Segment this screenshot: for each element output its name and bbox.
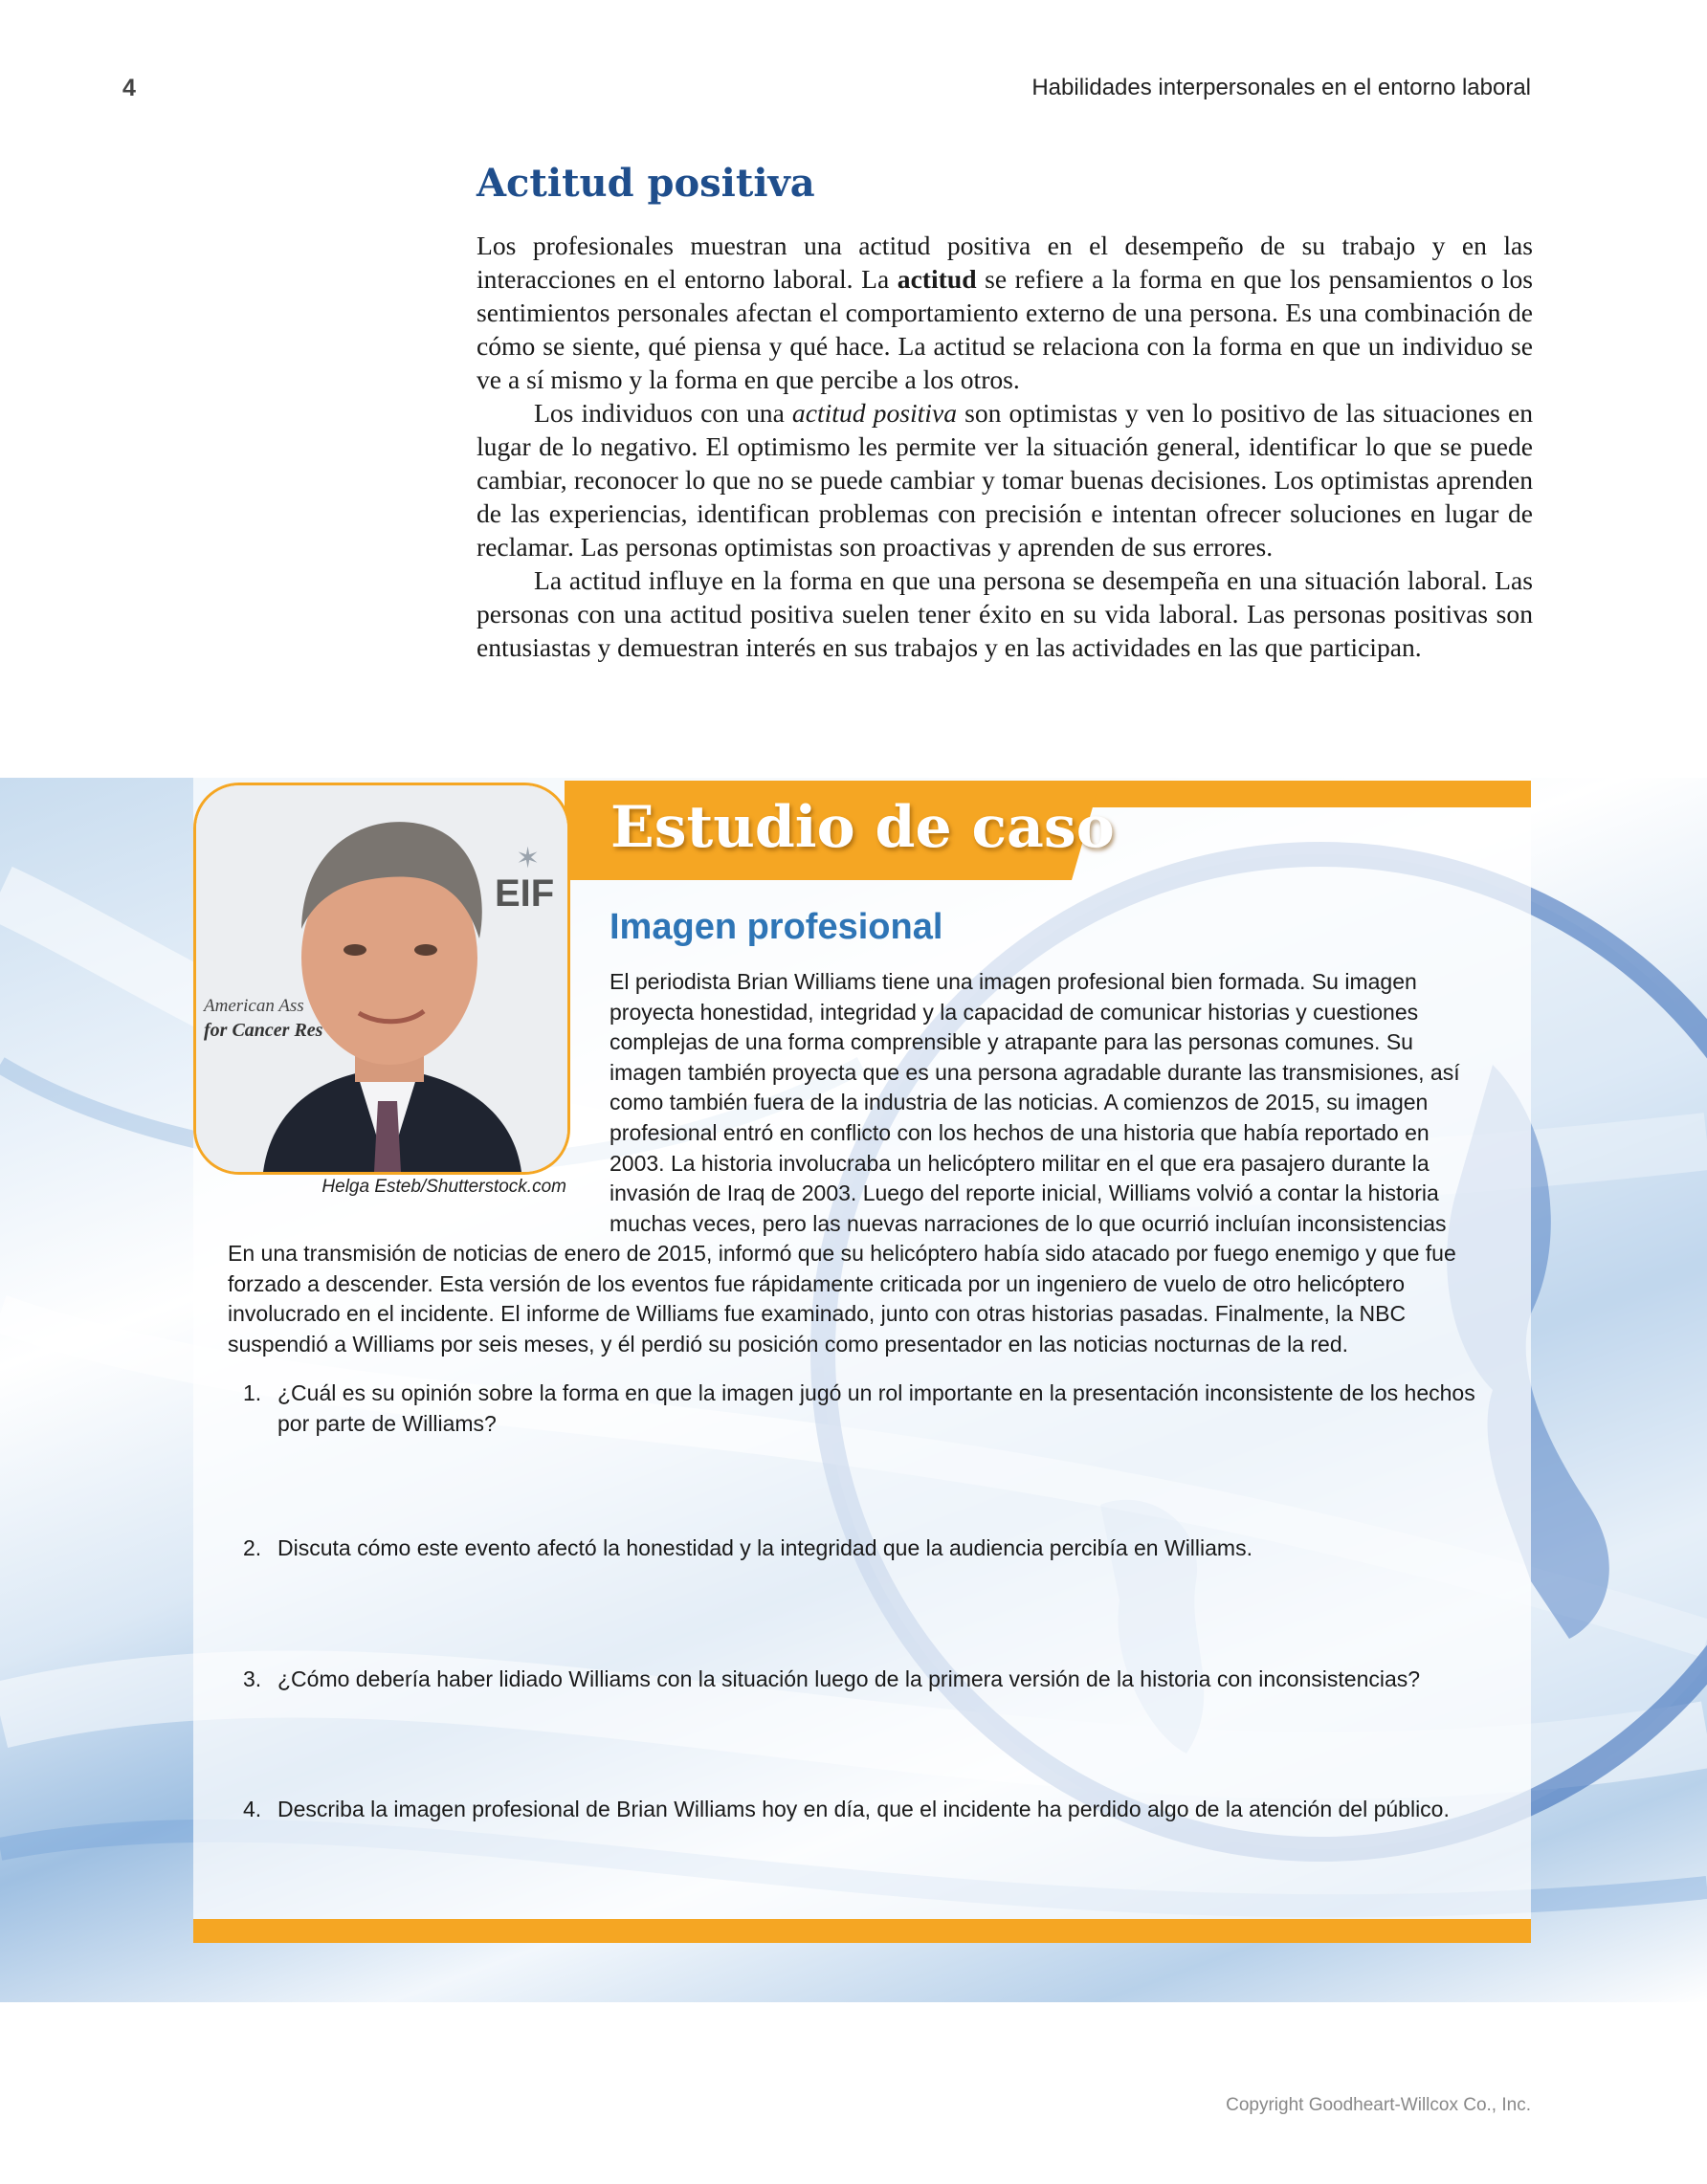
paragraph-2-text-b: son optimistas y ven lo positivo de las situaciones en lugar de lo negativo. El optimismo les permite ver la situación general, identificar lo que se puede cambiar, reconocer lo que no se puede cambiar y tomar buenas decisiones. Los optimistas aprenden de las experiencias, identifican problemas con precisión e intentan ofrecer soluciones en lugar de reclamar. Las personas optimistas son proactivas y aprenden de sus errores. [477,398,1534,562]
paragraph-2-text-a: Los individuos con una [534,398,792,428]
question-3-number: 3. [243,1666,262,1691]
question-3 [243,1665,1506,1695]
backdrop-text-1: American Ass [204,996,304,1016]
running-head: Habilidades interpersonales en el entorno laboral [1031,75,1531,100]
paragraph-1 [477,229,1533,396]
question-3-text: ¿Cómo debería haber lidiado Williams con la situación luego de la primera versión de la historia con inconsistencias? [277,1666,1421,1691]
question-1-number: 1. [243,1380,262,1405]
portrait-illustration [196,785,567,1172]
case-study-text-a: El periodista Brian Williams tiene una imagen profesional bien formada. Su imagen proyecta honestidad, integridad y la capacidad de comunicar historias y cuestiones complejas de una forma comprensible y atrapante para las personas comunes. Su imagen también proyecta que es una persona agradable durante las transmisiones, así como también fuera de la industria de las noticias. A comienzos de 2015, su imagen profesional entró en conflicto con los hechos de una historia que había reportado en 2003. La historia involucraba un helicóptero militar en el que era pasajero durante la invasión de Iraq de 2003. Luego del reporte inicial, Williams volvió a contar la historia muchas veces, pero las nuevas narraciones de lo que ocurrió incluían inconsistencias [610,969,1460,1236]
photo-credit: Helga Esteb/Shutterstock.com [321,1177,566,1197]
case-study-bottom-bar [193,1919,1531,1943]
backdrop-logo: EIF [495,872,555,915]
term-actitud-positiva: actitud positiva [791,398,958,428]
page-number: 4 [122,75,136,101]
question-2 [243,1533,1506,1564]
question-1 [243,1379,1506,1439]
backdrop-text-2: for Cancer Res [204,1020,323,1041]
question-4-number: 4. [243,1797,262,1821]
case-study-text-b: En una transmisión de noticias de enero de 2015, informó que su helicóptero había sido atacado por fuego enemigo y que fue forzado a descender. Esta versión de los eventos fue rápidamente criticada por un ingeniero de vuelo de otro helicóptero involucrado en el incidente. El informe de Williams fue examinado, junto con otras historias pasadas. Finalmente, la NBC suspendió a Williams por seis meses, y él perdió su posición como presentador en las noticias nocturnas de la red. [228,1241,1456,1357]
question-2-number: 2. [243,1535,262,1560]
paragraph-3: La actitud influye en la forma en que una persona se desempeña en una situación laboral. Las personas con una actitud positiva suelen tener éxito en su vida laboral. Las personas positivas son entusiastas y demuestran interés en sus trabajos y en las actividades en las que participan. [477,565,1533,662]
question-4-text: Describa la imagen profesional de Brian Williams hoy en día, que el incidente ha perdido algo de la atención del público. [277,1797,1450,1821]
section-title: Actitud positiva [477,161,815,206]
star-icon: ✶ [516,842,541,875]
section-actitud-positiva [477,161,1533,664]
portrait-photo [193,783,570,1175]
case-study-banner [565,781,1531,880]
paragraph-2 [477,396,1533,563]
term-actitud: actitud [897,264,977,294]
paragraph-1-text-b: se refiere a la forma en que los pensamientos o los sentimientos personales afectan el comportamiento externo de una persona. Es una combinación de cómo se siente, qué piensa y qué hace. La actitud se relaciona con la forma en que un individuo se ve a sí mismo y la forma en que percibe a los otros. [477,264,1533,394]
question-4 [243,1795,1506,1825]
copyright-notice: Copyright Goodheart-Willcox Co., Inc. [1226,2095,1531,2115]
case-study-title: Imagen profesional [610,907,943,947]
question-2-text: Discuta cómo este evento afectó la honestidad y la integridad que la audiencia percibía en Williams. [277,1535,1253,1560]
paragraph-1-text-a: Los profesionales muestran una actitud positiva en el desempeño de su trabajo y en las interacciones en el entorno laboral. La [477,231,1533,294]
question-1-text: ¿Cuál es su opinión sobre la forma en que la imagen jugó un rol importante en la presentación inconsistente de los hechos por parte de Williams? [277,1380,1475,1436]
banner-title: Estudio de caso [610,794,1115,861]
